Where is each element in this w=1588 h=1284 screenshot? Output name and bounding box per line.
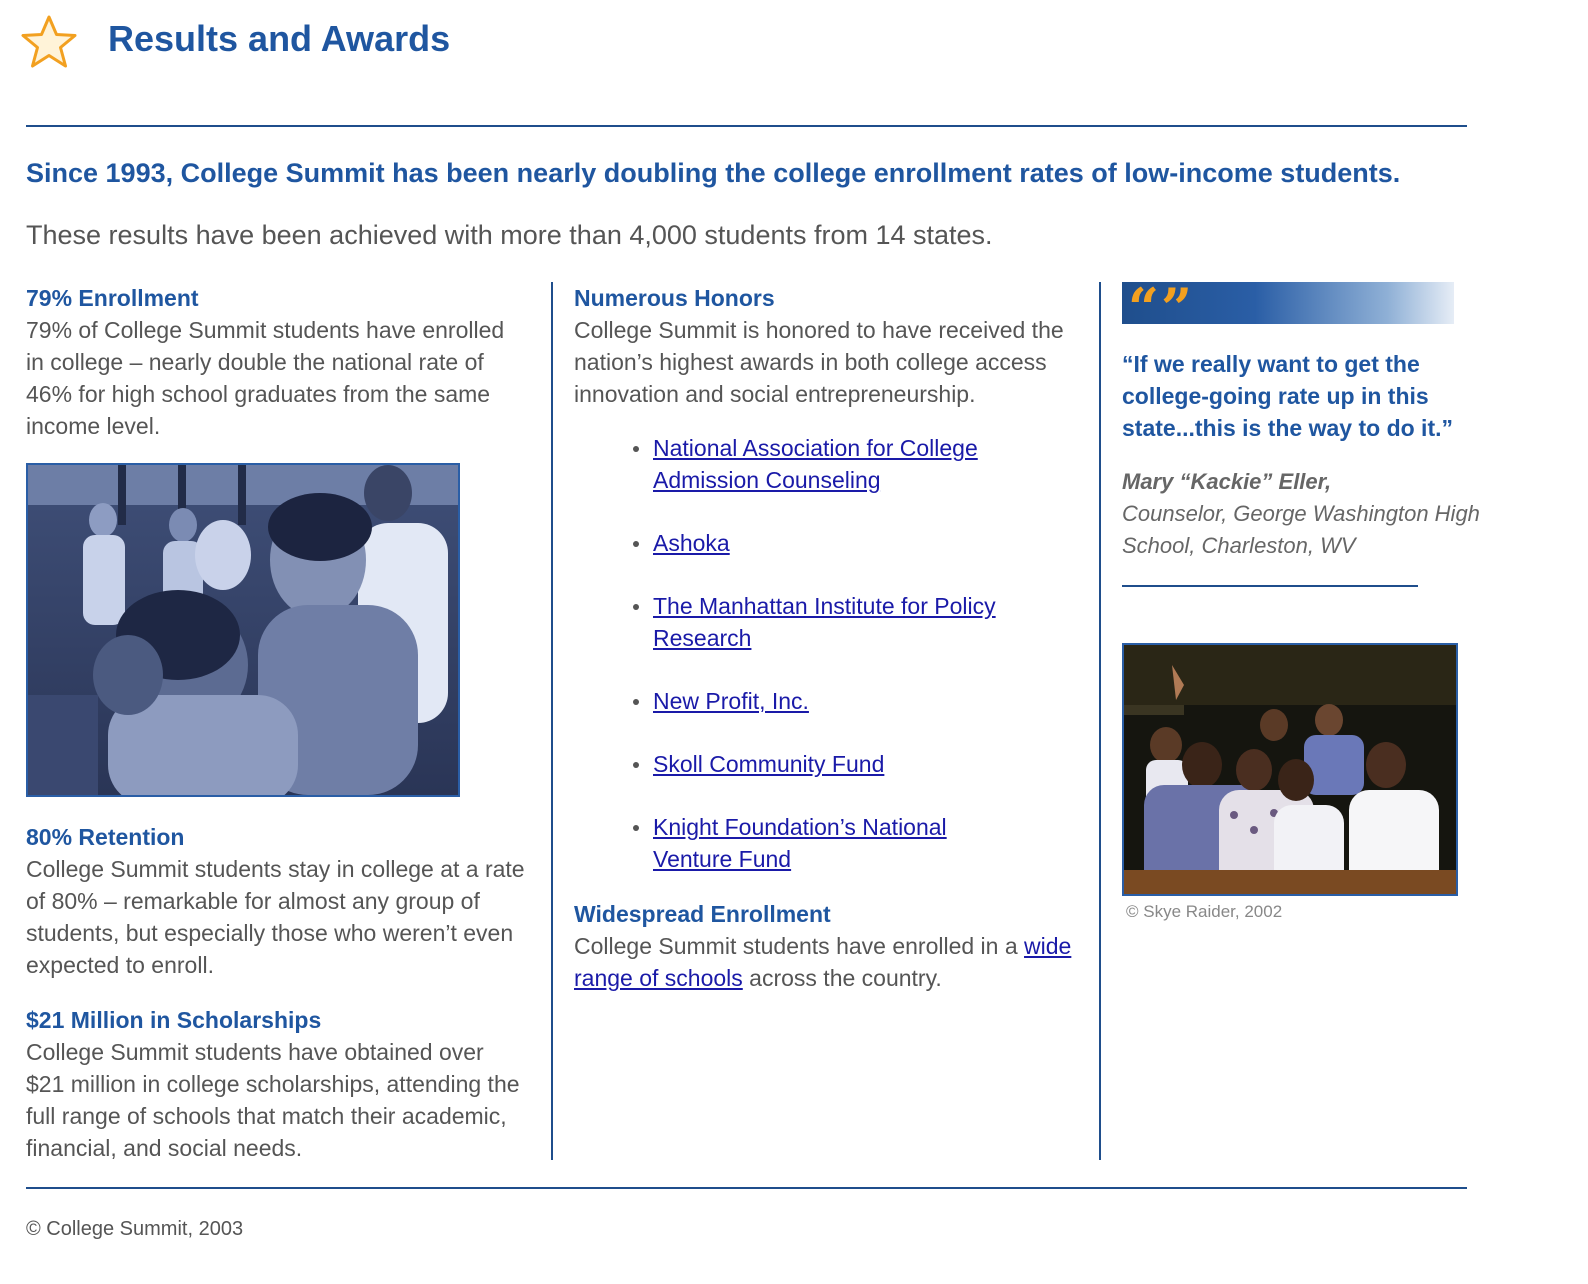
star-icon: [18, 12, 80, 74]
section-heading-scholarships: $21 Million in Scholarships: [26, 1007, 322, 1033]
quote-attribution-name: Mary “Kackie” Eller,: [1122, 469, 1332, 494]
list-item: [653, 432, 1013, 496]
list-item: [653, 527, 1013, 559]
students-photo: [26, 463, 460, 797]
section-body-honors: College Summit is honored to have received the nation’s highest awards in both college access innovation and social entrepreneurship.: [574, 317, 1064, 407]
widespread-text-prefix: College Summit students have enrolled in a: [574, 933, 1018, 959]
page-title: Results and Awards: [108, 18, 451, 59]
honor-link-manhattan-institute[interactable]: The Manhattan Institute for Policy Research: [653, 593, 996, 651]
list-item: [653, 590, 1013, 654]
pull-quote: “If we really want to get the college-going rate up in this state...this is the way to do it.”: [1122, 351, 1453, 441]
list-item: [653, 811, 1013, 875]
column-divider-right: [1099, 282, 1101, 1160]
section-body-retention: College Summit students stay in college at a rate of 80% – remarkable for almost any group of students, but especially those who weren’t even expected to enroll.: [26, 856, 525, 978]
column-divider-left: [551, 282, 553, 1160]
list-item: [653, 685, 1013, 717]
section-body-enrollment: 79% of College Summit students have enrolled in college – nearly double the national rate of 46% for high school graduates from the same income level.: [26, 317, 505, 439]
honor-link-knight-foundation[interactable]: Knight Foundation’s National Venture Fund: [653, 814, 947, 872]
photo-credit: © Skye Raider, 2002: [1126, 902, 1283, 921]
wide-range-link[interactable]: wide range of schools: [574, 933, 1072, 991]
list-item: [653, 748, 1013, 780]
section-heading-enrollment: 79% Enrollment: [26, 285, 199, 311]
footer-copyright: © College Summit, 2003: [26, 1218, 244, 1240]
group-photo: [1122, 643, 1458, 896]
bottom-divider: [26, 1187, 1467, 1189]
quote-marks-icon: “”: [1128, 276, 1195, 340]
left-column-lower: [26, 821, 526, 1164]
intro-text: These results have been achieved with more than 4,000 students from 14 states.: [26, 220, 993, 250]
section-heading-honors: Numerous Honors: [574, 285, 775, 311]
section-body-scholarships: College Summit students have obtained over $21 million in college scholarships, attending the full range of schools that match their academic, financial, and social needs.: [26, 1039, 520, 1161]
honor-link-nacac[interactable]: National Association for College Admission Counseling: [653, 435, 978, 493]
widespread-text-suffix: across the country.: [749, 965, 942, 991]
left-column: [26, 282, 526, 442]
section-heading-widespread: Widespread Enrollment: [574, 901, 831, 927]
widespread-enrollment: [574, 898, 1084, 994]
honor-link-new-profit[interactable]: New Profit, Inc.: [653, 688, 809, 714]
section-heading-retention: 80% Retention: [26, 824, 185, 850]
quote-attribution-title: Counselor, George Washington High School, Charleston, WV: [1122, 501, 1480, 558]
honor-link-skoll[interactable]: Skoll Community Fund: [653, 751, 885, 777]
honors-list-container: [653, 432, 1013, 906]
top-divider: [26, 125, 1467, 127]
section-body-widespread: [574, 930, 1084, 994]
honors-list: [653, 432, 1013, 875]
quote-divider: [1122, 585, 1418, 587]
headline: Since 1993, College Summit has been nearly doubling the college enrollment rates of low-income students.: [26, 158, 1401, 188]
honor-link-ashoka[interactable]: Ashoka: [653, 530, 730, 556]
middle-column: [574, 282, 1084, 410]
